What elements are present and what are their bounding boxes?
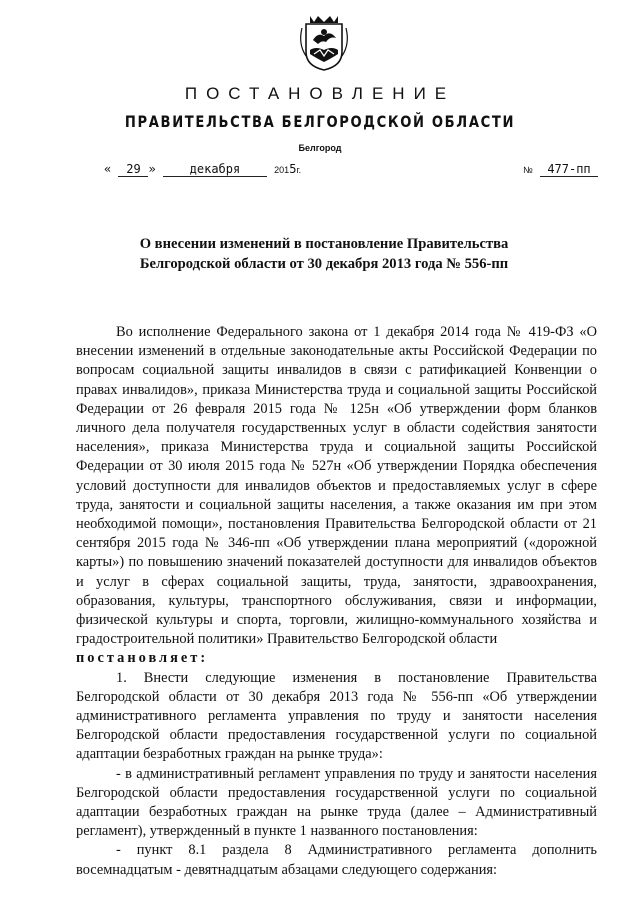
resolves-word: постановляет: [76, 650, 201, 667]
belgorod-coat-of-arms-icon: [296, 10, 352, 72]
document-body: [76, 323, 597, 880]
date-year-suffix: 5: [289, 162, 297, 176]
body-paragraph-3: - в административный регламент управления по труду и занятости населения Белгородской области предоставления государственной услуги по социальной адаптации безработных граждан на рынке труда (далее – Административный регламент), утвержденный в пункте 1 названного постановления:: [76, 765, 597, 840]
number-label: №: [523, 165, 533, 175]
date-month: декабря: [163, 162, 267, 177]
document-date: [104, 162, 301, 177]
document-subject: [80, 234, 568, 274]
subject-line-1: О внесении изменений в постановление Правительства: [139, 236, 509, 252]
date-year-abbr: г.: [296, 165, 302, 175]
issuing-authority: ПРАВИТЕЛЬСТВА БЕЛГОРОДСКОЙ ОБЛАСТИ: [124, 112, 516, 131]
resolves-colon: :: [200, 650, 206, 667]
date-number-line: [104, 162, 598, 182]
document-type-title: ПОСТАНОВЛЕНИЕ: [184, 84, 456, 103]
date-day: 29: [118, 162, 148, 177]
body-paragraph-1: Во исполнение Федерального закона от 1 декабря 2014 года № 419-ФЗ «О внесении изменений в отдельные законодательные акты Российской Федерации по вопросам социальной защиты инвалидов в связи с ратификацией Конвенции о правах инвалидов», приказа Министерства труда и социальной защиты Российской Федерации от 26 февраля 2015 года № 125н «Об утверждении форм бланков личного дела получателя государственных услуг в области содействия занятости населения», приказа Министерства труда и социальной защиты Российской Федерации от 30 июля 2015 года № 527н «Об утверждении Порядка обеспечения условий доступности для инвалидов объектов и предоставляемых услуг в сфере труда, занятости и социальной защиты населения, а также оказания им при этом необходимой помощи», постановления Правительства Белгородской области от 21 сентября 2015 года № 346-пп «Об утверждении плана мероприятий («дорожной карты») по повышению значений показателей доступности для инвалидов объектов и услуг в сферах социальной защиты, труда, занятости, здравоохранения, образования, культуры, транспортного обслуживания, связи и информации, физической культуры и спорта, торговли, жилищно-коммунального хозяйства и градостроительной политики» Правительство Белгородской области: [76, 324, 597, 648]
subject-line-2: Белгородской области от 30 декабря 2013 года № 556-пп: [139, 256, 509, 272]
resolves-line: [76, 649, 597, 668]
city-name: Белгород: [298, 143, 342, 153]
body-paragraph-4: - пункт 8.1 раздела 8 Административного регламента дополнить восемнадцатым - девятнадцатым абзацами следующего содержания:: [76, 842, 597, 878]
number-value: 477-пп: [540, 162, 598, 177]
body-paragraph-2: 1. Внести следующие изменения в постановление Правительства Белгородской области от 30 декабря 2013 года № 556-пп «Об утверждении административного регламента управления по труду и занятости населения Белгородской области предоставления государственной услуги по социальной адаптации безработных граждан на рынке труда»:: [76, 669, 597, 763]
date-open-quote: «: [104, 162, 112, 176]
date-close-quote: »: [148, 162, 156, 176]
date-year-prefix: 201: [274, 165, 290, 175]
document-number: [523, 162, 598, 177]
